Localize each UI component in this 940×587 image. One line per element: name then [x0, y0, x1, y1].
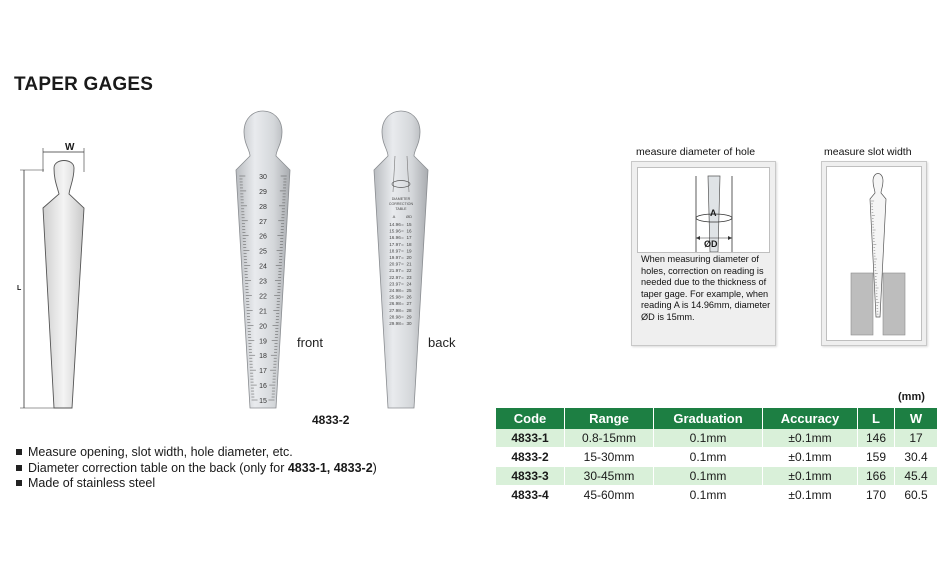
scale-number: 27 [259, 218, 267, 226]
cell-w: 30.4 [895, 448, 938, 467]
scale-number: 26 [259, 233, 267, 241]
table-a-value: 17.97 [389, 241, 401, 247]
cell-accuracy: ±0.1mm [763, 448, 858, 467]
spec-table [496, 408, 938, 505]
feature-text: Measure opening, slot width, hole diameter, etc. [28, 445, 293, 459]
table-header-text: DIAMETER [391, 197, 411, 201]
cell-l: 166 [858, 467, 895, 486]
page-title: TAPER GAGES [14, 74, 154, 95]
table-a-value: 23.97 [389, 281, 401, 287]
table-a-value: 20.97 [389, 261, 401, 267]
feature-item [14, 476, 377, 492]
table-equals: = [401, 248, 404, 254]
scale-number: 18 [259, 353, 267, 361]
table-a-value: 22.97 [389, 274, 401, 280]
table-row [496, 486, 938, 505]
slot-panel [821, 161, 927, 346]
table-a-value: 29.98 [389, 321, 401, 326]
scale-number: 29 [259, 188, 267, 196]
table-d-value: 19 [406, 248, 412, 254]
table-a-value: 27.98 [389, 307, 401, 313]
table-equals: = [401, 228, 404, 234]
cell-code: 4833-1 [496, 429, 565, 448]
length-label: L [17, 285, 22, 292]
table-equals: = [401, 294, 404, 300]
feature-item [14, 445, 377, 461]
table-d-value: 20 [406, 255, 412, 260]
scale-number: 30 [259, 174, 267, 181]
cell-code: 4833-3 [496, 467, 565, 486]
header-l: L [858, 408, 895, 429]
hole-panel-title: measure diameter of hole [636, 146, 756, 158]
feature-text-tail: ) [372, 460, 377, 475]
table-header-row [496, 408, 938, 429]
scale-number: 22 [259, 293, 267, 301]
cell-graduation: 0.1mm [654, 429, 763, 448]
table-a-value: 24.98 [389, 288, 401, 293]
scale-number: 16 [259, 383, 267, 391]
cell-accuracy: ±0.1mm [763, 467, 858, 486]
table-a-value: 18.97 [389, 248, 401, 254]
table-a-value: 25.98 [389, 294, 401, 300]
table-equals: = [401, 314, 404, 320]
bullet-icon [16, 449, 22, 455]
scale-number: 15 [259, 398, 267, 405]
cell-range: 45-60mm [565, 486, 654, 505]
bullet-icon [16, 465, 22, 471]
cell-range: 0.8-15mm [565, 429, 654, 448]
cell-code: 4833-2 [496, 448, 565, 467]
hole-measurement-note: When measuring diameter of holes, correction on reading is needed due to the thickness of taper gage. For example, when reading A is 14.96mm, diameter ØD is 15mm. [641, 254, 771, 322]
table-equals: = [401, 222, 404, 227]
slot-panel-title: measure slot width [824, 146, 912, 158]
table-header-text: TABLE [395, 207, 407, 211]
table-equals: = [401, 301, 404, 307]
hole-label-a: A [710, 208, 717, 218]
cell-w: 45.4 [895, 467, 938, 486]
hole-label-d: ØD [704, 239, 718, 249]
scale-number: 24 [259, 263, 267, 271]
table-col-d: ØD [406, 214, 412, 219]
table-a-value: 15.96 [389, 228, 401, 234]
slot-illustration [826, 166, 922, 341]
table-d-value: 28 [406, 307, 412, 313]
table-a-value: 14.96 [389, 222, 401, 227]
cell-range: 15-30mm [565, 448, 654, 467]
table-d-value: 29 [406, 314, 412, 320]
scale-number: 28 [259, 203, 267, 211]
scale-number: 17 [259, 368, 267, 376]
table-row [496, 429, 938, 448]
table-d-value: 15 [406, 222, 412, 227]
cell-w: 17 [895, 429, 938, 448]
cell-range: 30-45mm [565, 467, 654, 486]
table-d-value: 26 [406, 294, 412, 300]
table-d-value: 30 [406, 321, 412, 326]
table-equals: = [401, 255, 404, 260]
table-header-text: CORRECTION [388, 202, 414, 206]
cell-l: 146 [858, 429, 895, 448]
table-equals: = [401, 307, 404, 313]
cell-graduation: 0.1mm [654, 467, 763, 486]
header-w: W [895, 408, 938, 429]
table-equals: = [401, 274, 404, 280]
table-col-a: A [392, 214, 396, 219]
table-d-value: 25 [406, 288, 412, 293]
table-d-value: 16 [406, 228, 412, 234]
table-d-value: 24 [406, 281, 412, 287]
feature-list [14, 445, 377, 492]
feature-item [14, 461, 377, 477]
scale-number: 19 [259, 338, 267, 346]
table-equals: = [401, 288, 404, 293]
feature-text: Made of stainless steel [28, 476, 156, 490]
table-row [496, 467, 938, 486]
table-a-value: 16.96 [389, 235, 401, 241]
scale-number: 23 [259, 278, 267, 286]
hole-panel [631, 161, 776, 346]
table-row [496, 448, 938, 467]
header-graduation: Graduation [654, 408, 763, 429]
header-code: Code [496, 408, 565, 429]
table-d-value: 23 [406, 274, 412, 280]
table-d-value: 17 [406, 235, 412, 241]
taper-gage-front-image [224, 108, 302, 410]
scale-number: 20 [259, 323, 267, 331]
scale-number: 21 [259, 308, 267, 316]
model-number: 4833-2 [312, 413, 350, 427]
front-label: front [297, 335, 324, 350]
width-label: W [65, 142, 75, 153]
table-a-value: 26.98 [389, 301, 401, 307]
unit-label: (mm) [898, 391, 925, 403]
table-d-value: 21 [406, 261, 412, 267]
header-accuracy: Accuracy [763, 408, 858, 429]
table-equals: = [401, 241, 404, 247]
table-equals: = [401, 321, 404, 326]
cell-graduation: 0.1mm [654, 448, 763, 467]
cell-code: 4833-4 [496, 486, 565, 505]
taper-gage-back-image [364, 108, 442, 410]
table-equals: = [401, 268, 404, 274]
cell-l: 170 [858, 486, 895, 505]
table-d-value: 18 [406, 241, 412, 247]
cell-accuracy: ±0.1mm [763, 429, 858, 448]
table-equals: = [401, 281, 404, 287]
table-a-value: 28.98 [389, 314, 401, 320]
scale-number: 25 [259, 248, 267, 256]
cell-accuracy: ±0.1mm [763, 486, 858, 505]
cell-graduation: 0.1mm [654, 486, 763, 505]
table-d-value: 22 [406, 268, 412, 274]
taper-gage-drawing [14, 138, 94, 416]
table-equals: = [401, 235, 404, 241]
feature-bold-models: 4833-1, 4833-2 [287, 460, 373, 475]
bullet-icon [16, 480, 22, 486]
table-a-value: 19.97 [389, 255, 401, 260]
table-equals: = [401, 261, 404, 267]
feature-text: Diameter correction table on the back (only for [28, 460, 288, 475]
cell-w: 60.5 [895, 486, 938, 505]
table-a-value: 21.97 [389, 268, 401, 274]
header-range: Range [565, 408, 654, 429]
back-label: back [428, 335, 456, 350]
cell-l: 159 [858, 448, 895, 467]
table-d-value: 27 [406, 301, 412, 307]
hole-illustration [637, 167, 770, 253]
